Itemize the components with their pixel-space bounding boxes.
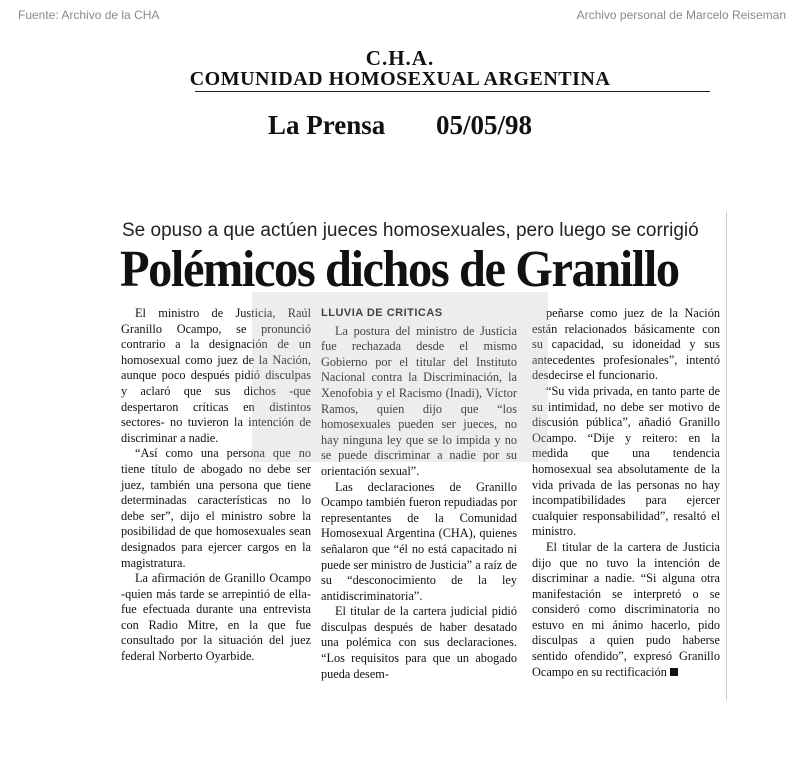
column-subhead: LLUVIA DE CRITICAS — [321, 307, 443, 319]
paragraph: El ministro de Justicia, Raúl Granillo Ocampo, se pronunció contrario a la designación de un homosexual como juez de la Nación, aunque poco después pidió disculpas y aclaró que sus dichos -que despertaron críticas en distintos sectores- no tuvieron la intención de discriminar a nadie. — [121, 306, 311, 445]
org-name: COMUNIDAD HOMOSEXUAL ARGENTINA — [189, 68, 611, 90]
source-credit-right: Archivo personal de Marcelo Reiseman — [576, 8, 786, 22]
paragraph: La afirmación de Granillo Ocampo -quien más tarde se arrepintió de ella- fue efectuada durante una entrevista con Radio Mitre, en la que fue consultado por la situación del juez federal Norberto Oyarbide. — [121, 571, 311, 664]
final-paragraph-text: El titular de la cartera de Justicia dijo que no tuvo la intención de discriminar a nadie. “Si alguna otra manifestación se interpretó o se consideró como discriminatoria no estuvo en mi ánimo hacerlo, pido disculpas a quien pudo haberse sentido ofendido”, expresó Granillo Ocampo en su rectificación — [532, 539, 720, 679]
end-of-article-mark — [670, 668, 678, 676]
paragraph: “Su vida privada, en tanto parte de su intimidad, no debe ser motivo de discusión pública”, añadió Granillo Ocampo. “Dije y reitero: en la medida que una tendencia homosexual sea absolutamente de la vida privada de las personas no hay incompatibilidades para ejercer cualquier responsabilidad”, resaltó el ministro. — [532, 383, 720, 539]
paragraph: “Así como una persona que no tiene título de abogado no debe ser juez, también una persona que tiene determinadas características no lo debe ser”, dijo el ministro sobre la posibilidad de que homosexuales sean designados para ejercer cargos en la magistratura. — [121, 446, 311, 570]
org-acronym: C.H.A. — [365, 46, 435, 70]
publication-date: 05/05/98 — [436, 110, 533, 140]
article-headline: Polémicos dichos de Granillo — [120, 241, 679, 298]
paragraph: La postura del ministro de Justicia fue rechazada desde el mismo Gobierno por el titular del Instituto Nacional contra la Discriminación, la Xenofobia y el Racismo (Inadi), Víctor Ramos, quien dijo que “los homosexuales pueden ser jueces, no hay ninguna ley que se lo impida y no se puede discriminar a nadie por su orientación sexual”. — [321, 323, 517, 478]
article-column-2 — [321, 306, 517, 682]
publication-line — [268, 110, 532, 141]
article-column-3 — [532, 306, 720, 680]
paragraph: Las declaraciones de Granillo Ocampo también fueron repudiadas por representantes de la Comunidad Homosexual Argentina (CHA), quienes señalaron que “él no está capacitado ni puede ser ministro de Justicia” a raíz de su “desconocimiento de la ley antidiscriminatoria”. — [321, 479, 517, 603]
source-credit-left: Fuente: Archivo de la CHA — [18, 8, 160, 22]
header-rule — [195, 91, 710, 92]
paragraph: peñarse como juez de la Nación están relacionados básicamente con su capacidad, su idoneidad y sus antecedentes profesionales”, intentó desdecirse el funcionario. — [532, 306, 720, 383]
article-kicker: Se opuso a que actúen jueces homosexuales, pero luego se corrigió — [122, 220, 699, 241]
paragraph — [532, 540, 720, 680]
paragraph: El titular de la cartera judicial pidió disculpas después de haber desatado una polémica con sus declaraciones. “Los requisitos para que un abogado pueda desem- — [321, 604, 517, 681]
article-column-1 — [121, 306, 311, 665]
publication-name: La Prensa — [268, 110, 386, 140]
